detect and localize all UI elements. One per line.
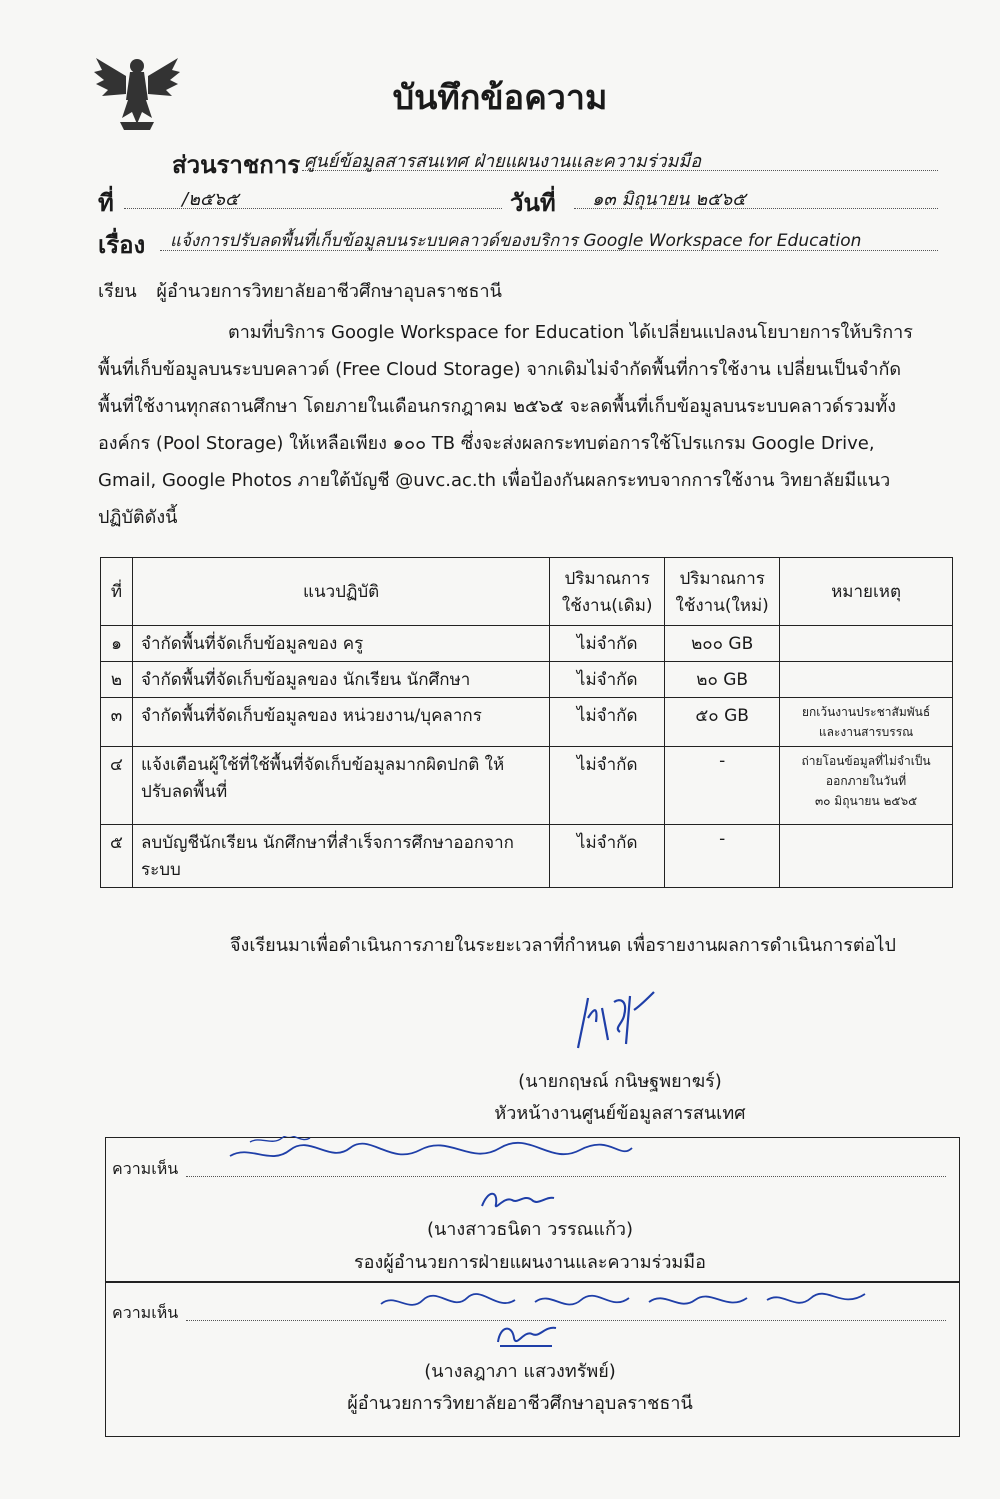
row-new: ๒๐ GB: [665, 662, 780, 698]
table-row: [101, 626, 953, 662]
opinion2-line: [186, 1320, 946, 1321]
table-row: [101, 662, 953, 698]
row-remark: [780, 747, 953, 825]
row-no: ๔: [101, 747, 133, 825]
row-new: ๕๐ GB: [665, 698, 780, 747]
row-remark: [780, 825, 953, 888]
table-row: [101, 825, 953, 888]
dept-label: ส่วนราชการ: [172, 151, 301, 179]
dept-value: ศูนย์ข้อมูลสารสนเทศ ฝ่ายแผนงานและความร่วมมือ: [304, 151, 702, 172]
row-new: -: [665, 747, 780, 825]
body-line: ตามที่บริการ Google Workspace for Education ได้เปลี่ยนแปลงนโยบายการให้บริการ: [228, 322, 913, 343]
guideline-line: ระบบ: [140, 860, 181, 880]
body-line: พื้นที่ใช้งานทุกสถานศึกษา โดยภายในเดือนกรกฎาคม ๒๕๖๕ จะลดพื้นที่เก็บข้อมูลบนระบบคลาวด์รวมทั้ง: [98, 396, 896, 417]
row-no: ๓: [101, 698, 133, 747]
signature-2: [478, 1186, 558, 1216]
header-remark: หมายเหตุ: [780, 558, 953, 626]
row-guideline: จำกัดพื้นที่จัดเก็บข้อมูลของ นักเรียน นักศึกษา: [132, 662, 549, 698]
subject-value: แจ้งการปรับลดพื้นที่เก็บข้อมูลบนระบบคลาวด์ของบริการ Google Workspace for Education: [170, 231, 862, 251]
opinion1-handwriting: [220, 1136, 640, 1180]
closing-text: จึงเรียนมาเพื่อดำเนินการภายในระยะเวลาที่กำหนด เพื่อรายงานผลการดำเนินการต่อไป: [230, 935, 896, 956]
opinion2-label: ความเห็น: [112, 1303, 179, 1322]
body-paragraph: [98, 314, 948, 536]
header-old-line2: ใช้งาน(เดิม): [561, 595, 653, 616]
header-old-usage: [550, 558, 665, 626]
row-old: ไม่จำกัด: [550, 747, 665, 825]
row-remark: [780, 698, 953, 747]
header-old-line1: ปริมาณการ: [564, 568, 650, 589]
row-guideline: จำกัดพื้นที่จัดเก็บข้อมูลของ หน่วยงาน/บุคลากร: [132, 698, 549, 747]
signer1-position: หัวหน้างานศูนย์ข้อมูลสารสนเทศ: [494, 1103, 746, 1124]
to-value: ผู้อำนวยการวิทยาลัยอาชีวศึกษาอุบลราชธานี: [156, 281, 502, 302]
row-no: ๕: [101, 825, 133, 888]
doc-no-value: /๒๕๖๕: [182, 189, 239, 210]
date-value: ๑๓ มิถุนายน ๒๕๖๕: [592, 189, 746, 210]
row-old: ไม่จำกัด: [550, 698, 665, 747]
date-label: วันที่: [510, 189, 556, 217]
header-new-usage: [665, 558, 780, 626]
guideline-line: ลบบัญชีนักเรียน นักศึกษาที่สำเร็จการศึกษาออกจาก: [140, 833, 514, 853]
guideline-line: ปรับลดพื้นที่: [140, 782, 228, 802]
row-old: ไม่จำกัด: [550, 626, 665, 662]
header-new-line1: ปริมาณการ: [679, 568, 765, 589]
header-guideline: แนวปฏิบัติ: [132, 558, 549, 626]
memo-title: บันทึกข้อความ: [392, 78, 608, 118]
to-label: เรียน: [98, 281, 137, 302]
header-new-line2: ใช้งาน(ใหม่): [675, 595, 769, 616]
table-row: [101, 698, 953, 747]
table-header-row: [101, 558, 953, 626]
remark-line: ออกภายในวันที่: [825, 774, 907, 788]
row-remark: [780, 662, 953, 698]
row-guideline: [132, 825, 549, 888]
opinion2-handwriting: [375, 1284, 875, 1320]
remark-line: ถ่ายโอนข้อมูลที่ไม่จำเป็น: [801, 754, 931, 768]
body-line: พื้นที่เก็บข้อมูลบนระบบคลาวด์ (Free Cloud Storage) จากเดิมไม่จำกัดพื้นที่การใช้งาน เปลี่ยนเป็นจำกัด: [98, 359, 902, 380]
row-new: -: [665, 825, 780, 888]
opinion1-label: ความเห็น: [112, 1159, 179, 1178]
signer1-name: (นายกฤษณ์ กนิษฐพยาฆร์): [518, 1071, 722, 1092]
body-line: Gmail, Google Photos ภายใต้บัญชี @uvc.ac.th เพื่อป้องกันผลกระทบจากการใช้งาน วิทยาลัยมีแนว: [98, 470, 891, 491]
row-guideline: จำกัดพื้นที่จัดเก็บข้อมูลของ ครู: [132, 626, 549, 662]
doc-no-line: [124, 208, 502, 209]
subject-label: เรื่อง: [98, 231, 146, 259]
opinion2-name: (นางลฎาภา แสวงทรัพย์): [424, 1361, 616, 1382]
row-no: ๑: [101, 626, 133, 662]
signature-3: [492, 1318, 562, 1352]
opinion1-name: (นางสาวธนิดา วรรณแก้ว): [426, 1219, 633, 1240]
table-row: [101, 747, 953, 825]
row-old: ไม่จำกัด: [550, 825, 665, 888]
remark-line: ยกเว้นงานประชาสัมพันธ์: [801, 705, 931, 719]
remark-line: ๓๐ มิถุนายน ๒๕๖๕: [814, 794, 918, 808]
header-no: ที่: [101, 558, 133, 626]
body-line: องค์กร (Pool Storage) ให้เหลือเพียง ๑๐๐ TB ซึ่งจะส่งผลกระทบต่อการใช้โปรแกรม Google Drive,: [98, 433, 875, 454]
doc-no-label: ที่: [98, 189, 114, 217]
row-remark: [780, 626, 953, 662]
row-new: ๒๐๐ GB: [665, 626, 780, 662]
signature-1: [568, 988, 668, 1060]
row-no: ๒: [101, 662, 133, 698]
opinion1-position: รองผู้อำนวยการฝ่ายแผนงานและความร่วมมือ: [354, 1252, 706, 1273]
remark-line: และงานสารบรรณ: [818, 725, 914, 739]
guideline-table: [100, 557, 953, 888]
guideline-line: แจ้งเตือนผู้ใช้ที่ใช้พื้นที่จัดเก็บข้อมูลมากผิดปกติ ให้: [140, 755, 505, 775]
row-old: ไม่จำกัด: [550, 662, 665, 698]
to-line: [98, 276, 502, 305]
body-line: ปฏิบัติดังนี้: [98, 507, 178, 528]
row-guideline: [132, 747, 549, 825]
opinion2-position: ผู้อำนวยการวิทยาลัยอาชีวศึกษาอุบลราชธานี: [347, 1393, 693, 1414]
